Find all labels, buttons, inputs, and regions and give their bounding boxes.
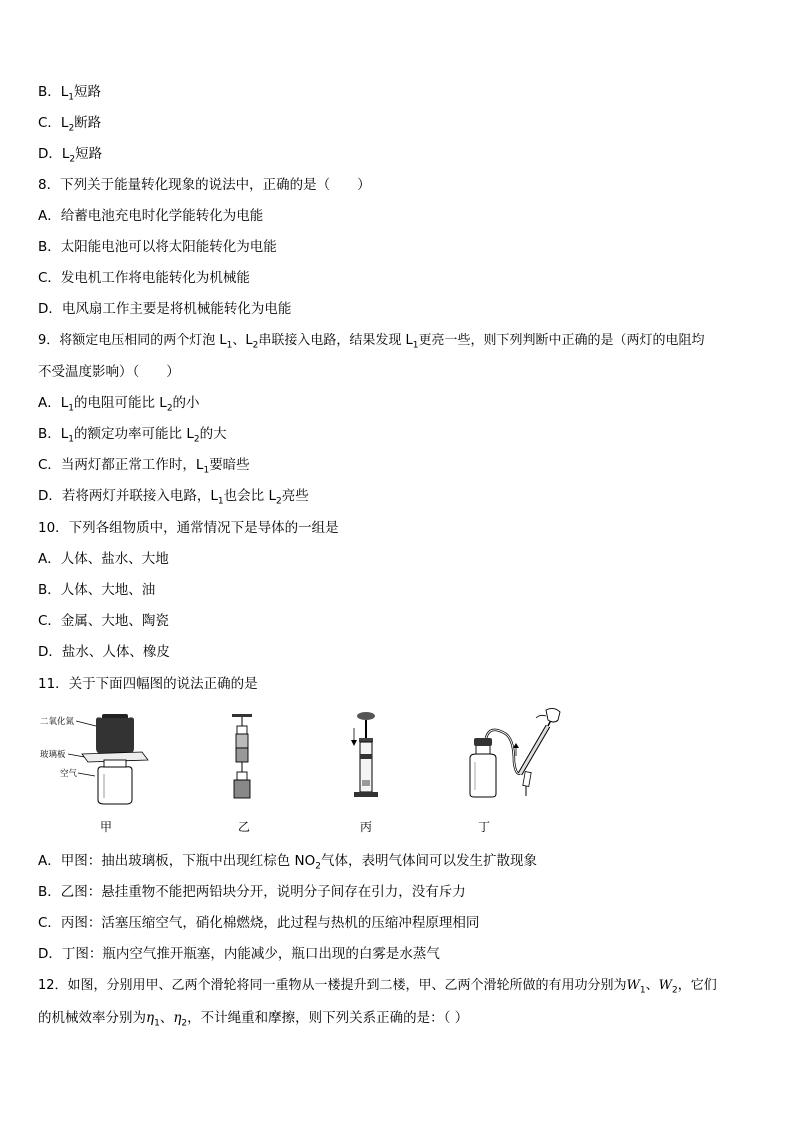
q12-stem-continued: 的机械效率分别为$\eta_1$、$\eta_2$，不计绳重和摩擦，则下列关系正确的是：（ ） [38,1010,469,1029]
q11-option-c: C．丙图：活塞压缩空气，硝化棉燃烧，此过程与热机的压缩冲程原理相同 [38,915,480,931]
bottle [470,754,496,797]
q9-option-c: C．当两灯都正常工作时，$L_1$要暗些 [38,457,250,476]
caption-ding: 丁 [478,820,491,834]
label-glass-plate: 玻璃板 [40,750,66,760]
bottle-stopper [474,738,492,746]
caption-jia: 甲 [100,820,113,834]
q8-option-a: A．给蓄电池充电时化学能转化为电能 [38,208,264,224]
q11-option-a: A．甲图：抽出玻璃板，下瓶中出现红棕色 $NO_2$气体，表明气体间可以发生扩散现象 [38,853,537,872]
label-no2: 二氧化氮 [40,717,75,727]
q9-option-d: D．若将两灯并联接入电路，$L_1$也会比 $L_2$亮些 [38,488,309,507]
q11-option-d: D．丁图：瓶内空气推开瓶塞，内能减少，瓶口出现的白雾是水蒸气 [38,946,440,962]
hand [546,708,560,722]
figure-bottle-pump [462,706,562,802]
q10-option-c: C．金属、大地、陶瓷 [38,613,169,629]
q7-option-d: D．$L_2$短路 [38,146,103,165]
q11-stem: 11．关于下面四幅图的说法正确的是 [38,676,258,692]
down-arrow [351,740,357,746]
q8-stem: 8．下列关于能量转化现象的说法中，正确的是（ ） [38,177,371,193]
q10-option-d: D．盐水、人体、橡皮 [38,644,170,660]
lead-block-bottom [236,748,248,762]
bottom-jar-air [98,767,132,804]
q7-option-c: C．$L_2$断路 [38,115,102,134]
q12-stem: 12．如图，分别用甲、乙两个滑轮将同一重物从一楼提升到二楼，甲、乙两个滑轮所做的有用功分别为$W_1$、$W_2$，它们 [38,978,717,996]
q11-option-b: B．乙图：悬挂重物不能把两铅块分开，说明分子间存在引力，没有斥力 [38,884,466,900]
figure-lead-blocks [222,712,262,804]
label-air: 空气 [60,769,78,779]
piston-handle [357,712,375,720]
piston [360,754,372,759]
q8-option-c: C．发电机工作将电能转化为机械能 [38,270,250,286]
q8-option-b: B．太阳能电池可以将太阳能转化为电能 [38,239,277,255]
q9-stem: 9．将额定电压相同的两个灯泡 $L_1$、$L_2$串联接入电路，结果发现 $L_1$更亮一些，则下列判断中正确的是（两灯的电阻均 [38,333,705,351]
q8-option-d: D．电风扇工作主要是将机械能转化为电能 [38,301,292,317]
q9-stem-continued: 不受温度影响）（ ） [38,364,180,380]
q7-option-b: B．$L_1$短路 [38,84,102,103]
lead-block-top [236,734,248,748]
q10-option-b: B．人体、大地、油 [38,582,156,598]
figure-piston [346,710,386,802]
up-arrow [513,743,519,748]
top-jar-no2 [96,717,134,754]
caption-yi: 乙 [238,820,251,834]
q10-option-a: A．人体、盐水、大地 [38,551,169,567]
q9-option-b: B．$L_1$的额定功率可能比 $L_2$的大 [38,426,227,445]
q9-option-a: A．$L_1$的电阻可能比 $L_2$的小 [38,395,200,414]
base [354,792,378,797]
caption-bing: 丙 [360,820,373,834]
weight [234,780,250,798]
q10-stem: 10．下列各组物质中，通常情况下是导体的一组是 [38,520,339,536]
figure-diffusion [38,712,158,808]
